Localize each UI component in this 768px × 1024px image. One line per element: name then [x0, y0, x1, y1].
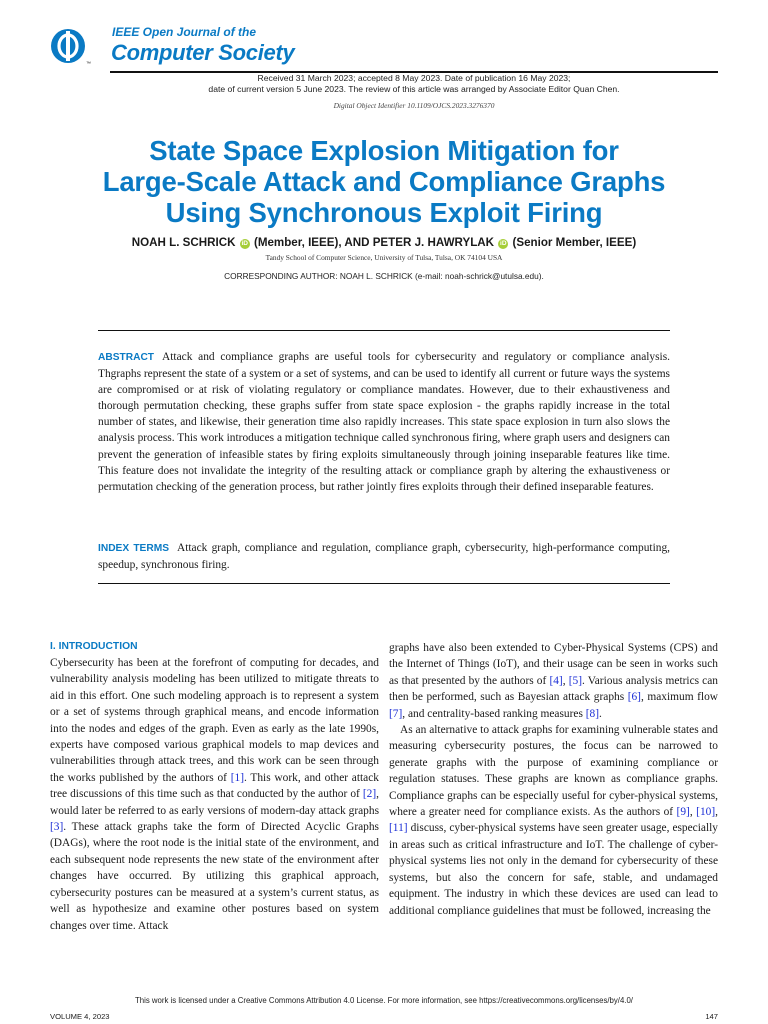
license-notice: This work is licensed under a Creative Commons Attribution 4.0 License. For more information, see https://creativecommons.org/licenses/by/4.0/ — [135, 996, 633, 1005]
title-line1: State Space Explosion Mitigation for — [149, 135, 619, 166]
citation-link[interactable]: [5] — [568, 674, 583, 687]
intro-paragraph-1 — [50, 655, 379, 934]
text-span: , — [562, 674, 569, 687]
index-terms-text: Attack graph, compliance and regulation, compliance graph, cybersecurity, high-performance computing, speedup, synchronous firing. — [98, 542, 670, 572]
doi[interactable]: Digital Object Identifier 10.1109/OJCS.2023.3276370 — [333, 101, 495, 110]
volume-label: VOLUME 4, 2023 — [50, 1012, 110, 1021]
abstract-top-divider — [98, 330, 670, 331]
title-line3: Using Synchronous Exploit Firing — [165, 197, 603, 228]
journal-name-line2: Computer Society — [111, 40, 295, 65]
author1-role: (Member, IEEE), AND PETER J. HAWRYLAK — [253, 236, 495, 249]
publication-dates — [110, 73, 718, 95]
author1-name: NOAH L. SCHRICK — [131, 236, 236, 249]
citation-link[interactable]: [6] — [627, 691, 641, 704]
text-span: discuss, cyber-physical systems have seen greater usage, especially in areas such as critical infrastructure and IoT. The challenge of cyber-physical systems lies not only in the demand for cybersecurity of these systems, but also the concern for safe, stable, and undamaged equipment. The industry in which these devices are used can lead to additional compliance guidelines that must be followed, increasing the — [389, 822, 718, 917]
citation-link[interactable]: [3] — [50, 821, 64, 834]
citation-link[interactable]: [4] — [549, 674, 563, 687]
dates-line1: Received 31 March 2023; accepted 8 May 2023. Date of publication 16 May 2023; — [257, 73, 571, 83]
abstract-label: ABSTRACT — [98, 352, 155, 363]
trademark-mark: ™ — [86, 61, 91, 67]
text-span: , and centrality-based ranking measures — [402, 707, 586, 720]
abstract — [98, 349, 670, 495]
orcid-icon[interactable]: iD — [500, 240, 507, 247]
index-terms — [98, 540, 670, 573]
author-list — [40, 236, 728, 249]
text-span: , would later be referred to as early versions of modern-day attack graphs — [50, 788, 379, 817]
text-span: As an alternative to attack graphs for examining vulnerable states and measuring cybersecurity postures, the focus can be narrowed to generate graphs with the purpose of examining compliance or regulation statuses. These graphs are known as compliance graphs. Compliance graphs can be especially useful for cyber-physical systems, where a greater need for compliance exists. As the authors of — [389, 724, 718, 819]
right-column — [389, 640, 718, 919]
page-number: 147 — [705, 1012, 718, 1021]
citation-link[interactable]: [9] — [676, 806, 690, 819]
title-line2: Large-Scale Attack and Compliance Graphs — [102, 166, 666, 197]
ieee-cs-logo-icon — [50, 28, 86, 64]
abstract-bottom-divider — [98, 583, 670, 584]
citation-link[interactable]: [1] — [230, 771, 244, 784]
author2-role: (Senior Member, IEEE) — [512, 236, 637, 249]
citation-link[interactable]: [10] — [696, 806, 716, 819]
index-terms-label: INDEX TERMS — [98, 543, 169, 554]
section-heading-introduction: I. INTRODUCTION — [50, 641, 138, 652]
citation-link[interactable]: [2] — [362, 788, 377, 801]
left-column — [50, 639, 379, 934]
text-span: , — [715, 806, 718, 819]
affiliation: Tandy School of Computer Science, University of Tulsa, Tulsa, OK 74104 USA — [265, 253, 503, 262]
corresponding-author: CORRESPONDING AUTHOR: NOAH L. SCHRICK (e-mail: noah-schrick@utulsa.edu). — [224, 271, 544, 281]
citation-link[interactable]: [8] — [585, 707, 600, 720]
text-span: . — [599, 707, 602, 720]
citation-link[interactable]: [11] — [389, 822, 408, 835]
intro-paragraph-3 — [389, 722, 718, 919]
text-span: , maximum flow — [640, 691, 718, 704]
article-title — [40, 135, 728, 228]
journal-name-line1: IEEE Open Journal of the — [112, 25, 257, 39]
citation-link[interactable]: [7] — [389, 707, 403, 720]
intro-paragraph-2 — [389, 640, 718, 722]
abstract-text: Attack and compliance graphs are useful tools for cybersecurity and regulatory or compliance analysis. Thgraphs represent the state of a system or a set of systems, and can be used to identify all current or future ways the systems are compromised or at risk of violating regulatory or compliance mandates. However, due to their exhaustiveness and thorough permutation checking, these graphs suffer from state space explosion - the graphs rapidly increase in the total number of states, and likewise, their generation time also rapidly increases. This state space explosion in turn also slows the analysis process. This work introduces a mitigation technique called synchronous firing, where graph users and designers can prevent the generation of infeasible states by firing exploits simultaneously through joining inseparable features like time. This feature does not invalidate the integrity of the resulting attack or compliance graph by altering the exhaustiveness or permutation checking of the generation process, but rather jointly fires exploits through their defined inseparable features. — [98, 351, 670, 493]
text-span: , — [689, 806, 697, 819]
text-span: . These attack graphs take the form of Directed Acyclic Graphs (DAGs), where the root node is the initial state of the environment, and each subsequent node represents the new state of the environment after changes have occurred. By utilizing this graphical approach, cybersecurity postures can be measured at a system’s current status, as well as hypothesize and examine other postures based on system changes over time. Attack — [50, 821, 379, 932]
text-span: graphs have also been extended to Cyber-Physical Systems (CPS) and the Internet of Things (IoT), and their usage can be seen in works such as that presented by the authors of — [389, 642, 718, 687]
text-span: Cybersecurity has been at the forefront of computing for decades, and vulnerability analysis modeling has been utilized to mitigate threats to aid in this effort. One such modeling approach is to represent a system or a set of systems through graphical means, and encode information into the nodes and edges of the graph. Even as early as the late 1990s, experts have composed various graphical models to map devices and vulnerabilities through attack trees, and this work can be seen through the works published by the authors of — [50, 657, 379, 784]
text-span: . This work, and other attack tree discussions of this time such as that conducted by the author of — [50, 771, 379, 801]
dates-line2: date of current version 5 June 2023. The review of this article was arranged by Associate Editor Quan Chen. — [208, 84, 620, 94]
orcid-icon[interactable]: iD — [241, 240, 248, 247]
text-span: . Various analysis metrics can then be performed, such as Bayesian attack graphs — [389, 674, 718, 704]
